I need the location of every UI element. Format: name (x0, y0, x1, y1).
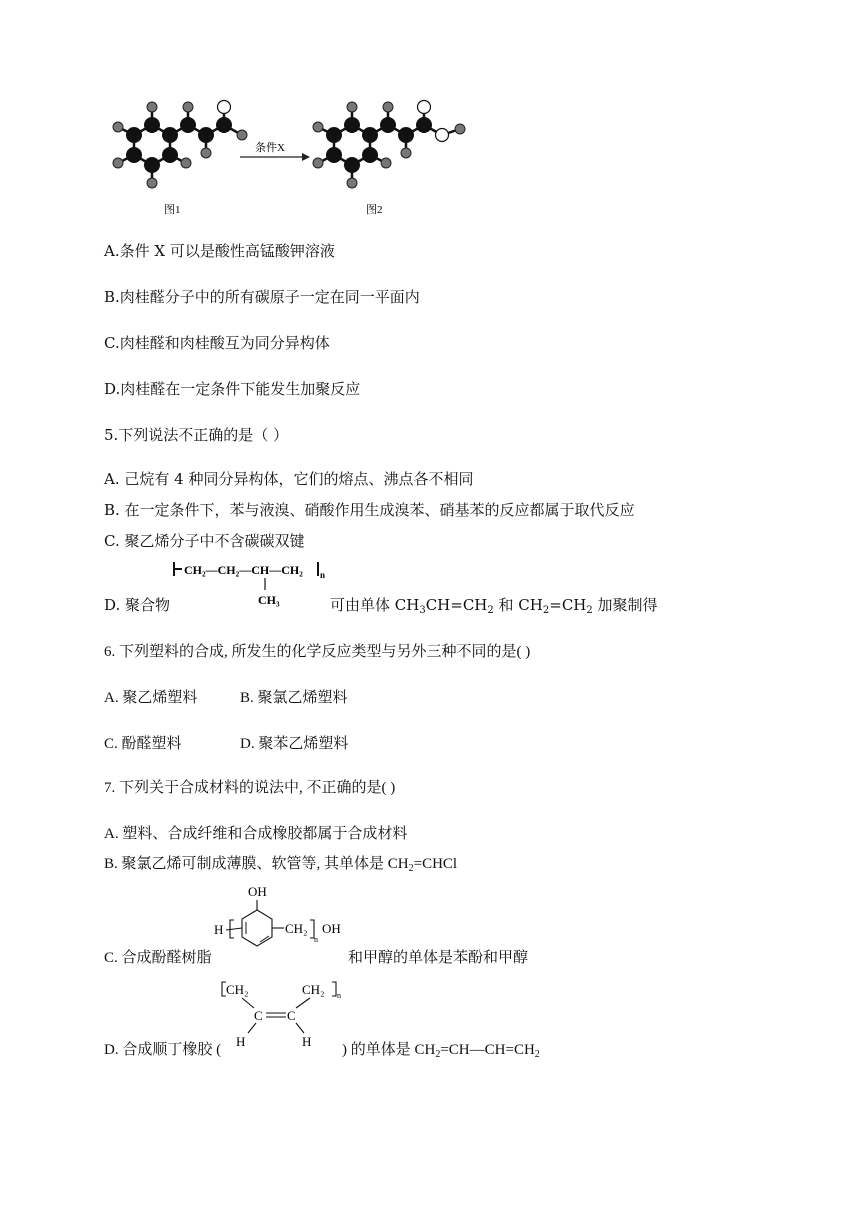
hydrogen-atom (347, 102, 357, 112)
rubber-h-left: H (236, 1034, 246, 1049)
q7-option-a: A. 塑料、合成纤维和合成橡胶都属于合成材料 (104, 826, 408, 842)
q7-option-c-suffix: 和甲醇的单体是苯酚和甲醇 (348, 950, 529, 966)
q6-stem: 6. 下列塑料的合成, 所发生的化学反应类型与另外三种不同的是( ) (104, 644, 531, 660)
q4-option-a: A.条件 X 可以是酸性高锰酸钾溶液 (104, 242, 335, 260)
carbon-atom (326, 127, 342, 143)
rubber-c-left: C (254, 1008, 263, 1023)
arrow-label: 条件X (255, 142, 285, 154)
rubber-ch2-right: CH₂ (302, 982, 325, 997)
polymer-main-chain: CH₂—CH₂—CH—CH₂ (184, 563, 303, 577)
molecule-figure (100, 95, 470, 225)
carbon-atom (398, 127, 414, 143)
q6-option-c: C. 酚醛塑料 (104, 736, 182, 752)
q5-option-b: B. 在一定条件下，苯与液溴、硝酸作用生成溴苯、硝基苯的反应都属于取代反应 (104, 501, 635, 519)
q7-option-c-prefix: C. 合成酚醛树脂 (104, 950, 212, 966)
hydrogen-atom (313, 122, 323, 132)
carbon-atom (162, 147, 178, 163)
q7-option-d-suffix: ) 的单体是 $CH_2=CH—CH=CH_2$ (342, 1042, 540, 1060)
arrow-head (302, 153, 310, 161)
hydrogen-atom (313, 158, 323, 168)
q5-stem: 5.下列说法不正确的是（ ） (104, 426, 289, 444)
phenol-h-label: H (214, 922, 224, 937)
carbon-atom (362, 127, 378, 143)
hydrogen-atom (455, 124, 465, 134)
svg-text:n: n (314, 935, 318, 944)
rubber-c-right: C (287, 1008, 296, 1023)
carbon-atom (144, 157, 160, 173)
q6-option-d: D. 聚苯乙烯塑料 (240, 736, 349, 752)
oxygen-atom (418, 101, 431, 114)
figure-caption-1: 图1 (164, 204, 181, 216)
q4-option-d: D.肉桂醛在一定条件下能发生加聚反应 (104, 380, 361, 398)
phenolic-resin-structure (210, 880, 360, 960)
q4-option-c: C.肉桂醛和肉桂酸互为同分异构体 (104, 334, 330, 352)
q6-option-a: A. 聚乙烯塑料 (104, 690, 198, 706)
hydrogen-atom (383, 102, 393, 112)
q5-option-c: C. 聚乙烯分子中不含碳碳双键 (104, 532, 305, 550)
carbon-atom (198, 127, 214, 143)
q5-option-d-prefix: D. 聚合物 (104, 596, 171, 614)
carbon-atom (126, 127, 142, 143)
carbon-atom (380, 117, 396, 133)
carbon-atom (126, 147, 142, 163)
q7-option-d-prefix: D. 合成顺丁橡胶 ( (104, 1042, 222, 1058)
rubber-ch2-left: CH₂ (226, 982, 249, 997)
svg-text:n: n (320, 570, 326, 580)
q7-stem: 7. 下列关于合成材料的说法中, 不正确的是( ) (104, 780, 396, 796)
hydrogen-atom (401, 148, 411, 158)
q6-option-b: B. 聚氯乙烯塑料 (240, 690, 348, 706)
carbon-atom (416, 117, 432, 133)
hydrogen-atom (113, 158, 123, 168)
hydrogen-atom (381, 158, 391, 168)
polymer-branch: CH₃ (258, 593, 280, 607)
carbon-atom (216, 117, 232, 133)
carbon-atom (162, 127, 178, 143)
oxygen-atom (218, 101, 231, 114)
hydrogen-atom (147, 178, 157, 188)
carbon-atom (344, 117, 360, 133)
figure-caption-2: 图2 (366, 204, 383, 216)
phenol-ch2-label: CH₂ (285, 921, 308, 936)
hydrogen-atom (347, 178, 357, 188)
q4-option-b: B.肉桂醛分子中的所有碳原子一定在同一平面内 (104, 288, 420, 306)
q5-option-a: A. 己烷有 4 种同分异构体，它们的熔点、沸点各不相同 (104, 470, 474, 488)
oxygen-atom (436, 129, 449, 142)
hydrogen-atom (183, 102, 193, 112)
carbon-atom (362, 147, 378, 163)
q7-option-b: B. 聚氯乙烯可制成薄膜、软管等, 其单体是 $CH_2=CHCl$ (104, 856, 458, 874)
polymer-structure (168, 556, 338, 608)
phenol-end-oh: OH (322, 921, 341, 936)
hydrogen-atom (113, 122, 123, 132)
svg-text:n: n (337, 991, 341, 1000)
hydrogen-atom (181, 158, 191, 168)
cinnamaldehyde-model (113, 101, 247, 189)
hydrogen-atom (201, 148, 211, 158)
carbon-atom (344, 157, 360, 173)
carbon-atom (326, 147, 342, 163)
hydrogen-atom (147, 102, 157, 112)
rubber-h-right: H (302, 1034, 312, 1049)
carbon-atom (180, 117, 196, 133)
hydrogen-atom (237, 130, 247, 140)
cinnamic-acid-model (313, 101, 465, 189)
carbon-atom (144, 117, 160, 133)
q5-option-d-suffix: 可由单体 $CH_3CH=CH_2$ 和 $CH_2=CH_2$ 加聚制得 (330, 596, 658, 616)
phenol-oh-label: OH (248, 884, 267, 899)
